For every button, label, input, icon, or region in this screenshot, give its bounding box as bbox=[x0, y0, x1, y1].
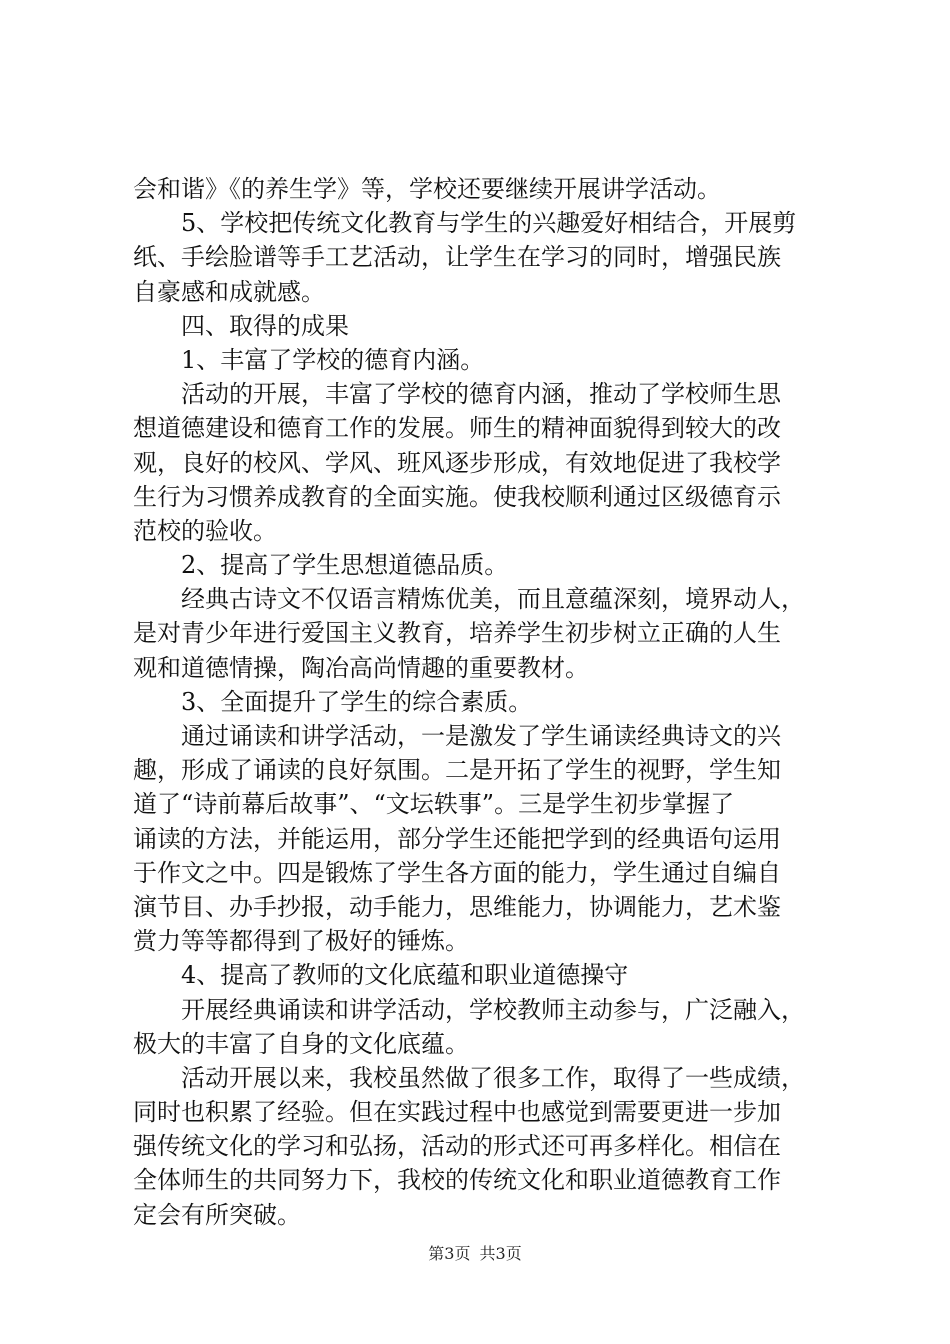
text-line: 活动的开展，丰富了学校的德育内涵，推动了学校师生思 bbox=[181, 380, 781, 409]
page-footer bbox=[0, 1244, 950, 1264]
text-line: 演节目、办手抄报，动手能力，思维能力，协调能力，艺术鉴 bbox=[133, 892, 781, 921]
text-line: 观，良好的校风、学风、班风逐步形成，有效地促进了我校学 bbox=[133, 448, 781, 477]
text-line: 极大的丰富了自身的文化底蕴。 bbox=[133, 1029, 469, 1058]
text-line: 纸、手绘脸谱等手工艺活动，让学生在学习的同时，增强民族 bbox=[133, 243, 781, 272]
text-line: 3、全面提升了学生的综合素质。 bbox=[181, 687, 533, 716]
text-line: 会和谐》《的养生学》等，学校还要继续开展讲学活动。 bbox=[133, 175, 721, 203]
text-line: 观和道德情操，陶冶高尚情趣的重要教材。 bbox=[133, 653, 589, 682]
text-line: 赏力等等都得到了极好的锤炼。 bbox=[133, 927, 469, 956]
text-line: 四、取得的成果 bbox=[181, 311, 349, 340]
text-line: 道了“诗前幕后故事”、“文坛轶事”。三是学生初步掌握了 bbox=[133, 790, 735, 819]
document-body bbox=[133, 172, 825, 1232]
text-line: 强传统文化的学习和弘扬，活动的形式还可再多样化。相信在 bbox=[133, 1132, 781, 1161]
text-line: 是对青少年进行爱国主义教育，培养学生初步树立正确的人生 bbox=[133, 619, 781, 648]
text-line: 通过诵读和讲学活动，一是激发了学生诵读经典诗文的兴 bbox=[181, 722, 781, 750]
text-line: 诵读的方法，并能运用，部分学生还能把学到的经典语句运用 bbox=[133, 824, 781, 853]
text-line: 于作文之中。四是锻炼了学生各方面的能力，学生通过自编自 bbox=[133, 858, 781, 887]
text-line: 2、提高了学生思想道德品质。 bbox=[181, 551, 509, 580]
page-number: 第3页 bbox=[428, 1244, 471, 1263]
text-line: 范校的验收。 bbox=[133, 516, 277, 545]
text-line: 全体师生的共同努力下，我校的传统文化和职业道德教育工作 bbox=[133, 1166, 781, 1195]
text-line: 定会有所突破。 bbox=[133, 1200, 301, 1229]
text-line: 活动开展以来，我校虽然做了很多工作，取得了一些成绩， bbox=[181, 1063, 805, 1092]
text-line: 开展经典诵读和讲学活动，学校教师主动参与，广泛融入， bbox=[181, 995, 805, 1024]
page-total: 共3页 bbox=[479, 1244, 522, 1263]
text-line: 同时也积累了经验。但在实践过程中也感觉到需要更进一步加 bbox=[133, 1098, 781, 1127]
text-line: 4、提高了教师的文化底蕴和职业道德操守 bbox=[181, 961, 629, 990]
text-line: 1、丰富了学校的德育内涵。 bbox=[181, 345, 485, 374]
text-line: 自豪感和成就感。 bbox=[133, 277, 325, 306]
text-line: 5、学校把传统文化教育与学生的兴趣爱好相结合，开展剪 bbox=[181, 209, 797, 238]
text-line: 经典古诗文不仅语言精炼优美，而且意蕴深刻，境界动人， bbox=[181, 585, 805, 614]
text-line: 趣，形成了诵读的良好氛围。二是开拓了学生的视野，学生知 bbox=[133, 756, 781, 785]
text-line: 想道德建设和德育工作的发展。师生的精神面貌得到较大的改 bbox=[133, 414, 781, 443]
text-line: 生行为习惯养成教育的全面实施。使我校顺利通过区级德育示 bbox=[133, 482, 781, 511]
